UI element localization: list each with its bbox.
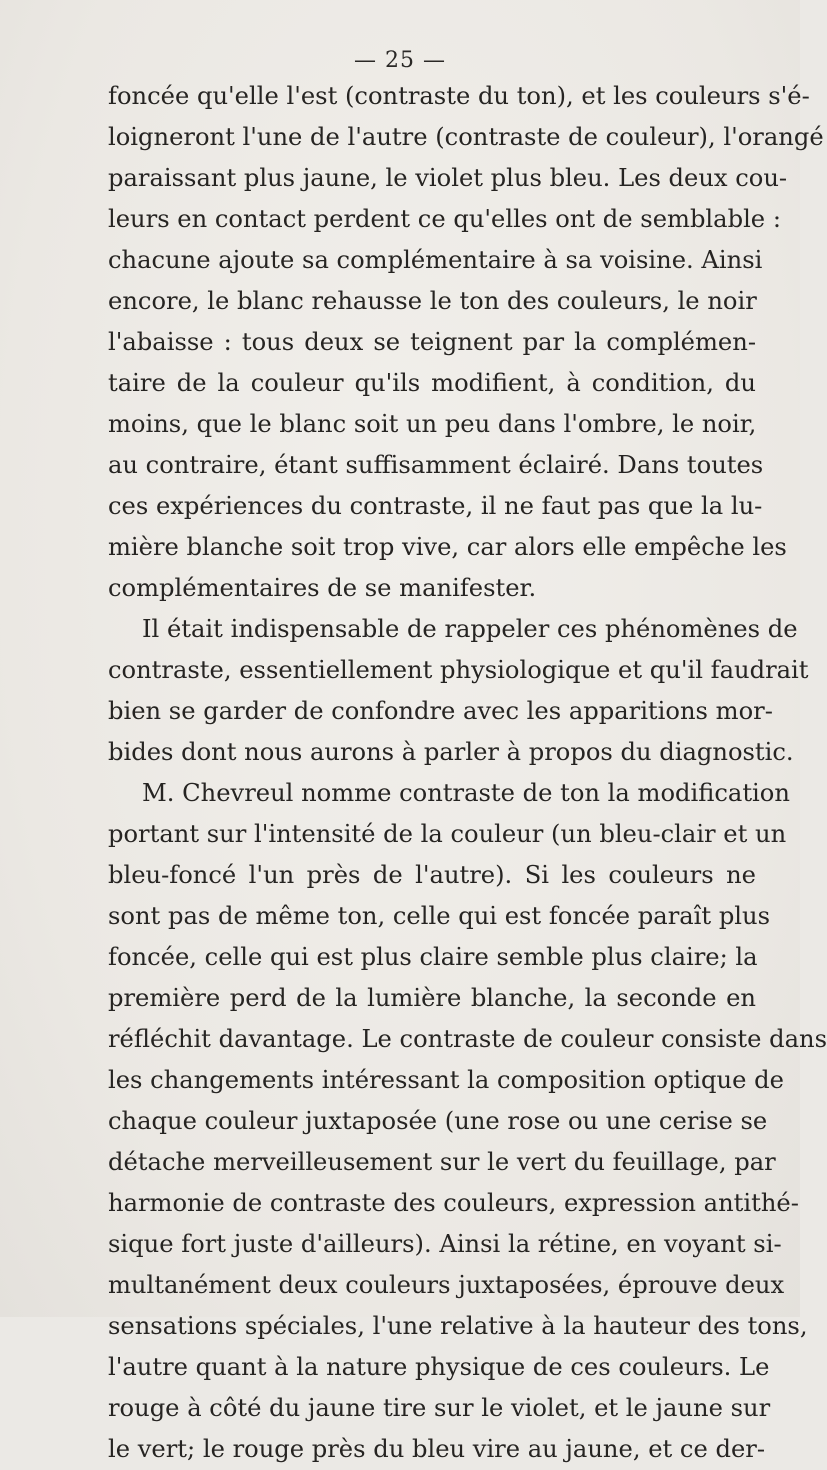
text-run: loigneront l'une de l'autre (: [108, 123, 445, 151]
text-line: mière blanche soit trop vive, car alors elle empêche les: [108, 533, 787, 561]
text-line: [108, 1019, 827, 1060]
text-run: ), l'orangé: [698, 123, 824, 151]
text-line: sensations spéciales, l'une relative à la hauteur des tons,: [108, 1312, 808, 1340]
text-line: leurs en contact perdent ce qu'elles ont de semblable :: [108, 205, 781, 233]
text-line: [108, 117, 824, 158]
text-run: consiste dans: [653, 1025, 827, 1053]
text-line: le vert; le rouge près du bleu vire au jaune, et ce der-: [108, 1435, 765, 1463]
italic-term: contraste de couleur: [444, 123, 699, 151]
text-line: portant sur l'intensité de la couleur (un bleu-clair et un: [108, 820, 787, 848]
text-line: sique fort juste d'ailleurs). Ainsi la rétine, en voyant si-: [108, 1230, 782, 1258]
text-run: ), et les couleurs s'é-: [556, 82, 810, 110]
italic-term: contraste de ton: [399, 779, 600, 807]
text-line: paraissant plus jaune, le violet plus bleu. Les deux cou-: [108, 164, 788, 192]
text-line: moins, que le blanc soit un peu dans l'ombre, le noir,: [108, 410, 757, 438]
text-line: les changements intéressant la composition optique de: [108, 1066, 784, 1094]
italic-term: harmonie de contraste: [108, 1189, 386, 1217]
text-line: sont pas de même ton, celle qui est foncée paraît plus: [108, 902, 771, 930]
text-line: foncée, celle qui est plus claire semble plus claire; la: [108, 943, 758, 971]
text-line: détache merveilleusement sur le vert du feuillage, par: [108, 1148, 776, 1176]
text-line: première perd de la lumière blanche, la seconde en: [108, 984, 756, 1012]
text-line: encore, le blanc rehausse le ton des couleurs, le noir: [108, 287, 757, 315]
page-number: — 25 —: [354, 48, 446, 73]
text-run: foncée qu'elle l'est (: [108, 82, 355, 110]
text-line: [108, 1183, 799, 1224]
text-line: l'autre quant à la nature physique de ces couleurs. Le: [108, 1353, 770, 1381]
text-line: [108, 773, 790, 814]
text-line: complémentaires de se manifester.: [108, 574, 537, 602]
text-run: la modification: [599, 779, 790, 807]
text-run: M. Chevreul nomme: [142, 779, 400, 807]
text-line: chaque couleur juxtaposée (une rose ou une cerise se: [108, 1107, 768, 1135]
text-line: bien se garder de confondre avec les apparitions mor-: [108, 697, 773, 725]
text-line: au contraire, étant suffisamment éclairé. Dans toutes: [108, 451, 764, 479]
text-line: taire de la couleur qu'ils modifient, à condition, du: [108, 369, 756, 397]
text-line: l'abaisse : tous deux se teignent par la complémen-: [108, 328, 756, 356]
text-line: Il était indispensable de rappeler ces phénomènes de: [142, 615, 798, 643]
text-run: réfléchit davantage. Le: [108, 1025, 400, 1053]
text-line: rouge à côté du jaune tire sur le violet, et le jaune sur: [108, 1394, 771, 1422]
text-line: bides dont nous aurons à parler à propos du diagnostic.: [108, 738, 794, 766]
text-line: ces expériences du contraste, il ne faut pas que la lu-: [108, 492, 763, 520]
text-run: des couleurs, expression antithé-: [385, 1189, 799, 1217]
italic-term: contraste de couleur: [399, 1025, 654, 1053]
text-line: bleu-foncé l'un près de l'autre). Si les couleurs ne: [108, 861, 756, 889]
text-line: [108, 76, 810, 117]
body-text: [108, 76, 827, 1470]
text-line: chacune ajoute sa complémentaire à sa voisine. Ainsi: [108, 246, 763, 274]
italic-term: contraste du ton: [354, 82, 557, 110]
text-line: multanément deux couleurs juxtaposées, éprouve deux: [108, 1271, 785, 1299]
text-line: contraste, essentiellement physiologique et qu'il faudrait: [108, 656, 809, 684]
